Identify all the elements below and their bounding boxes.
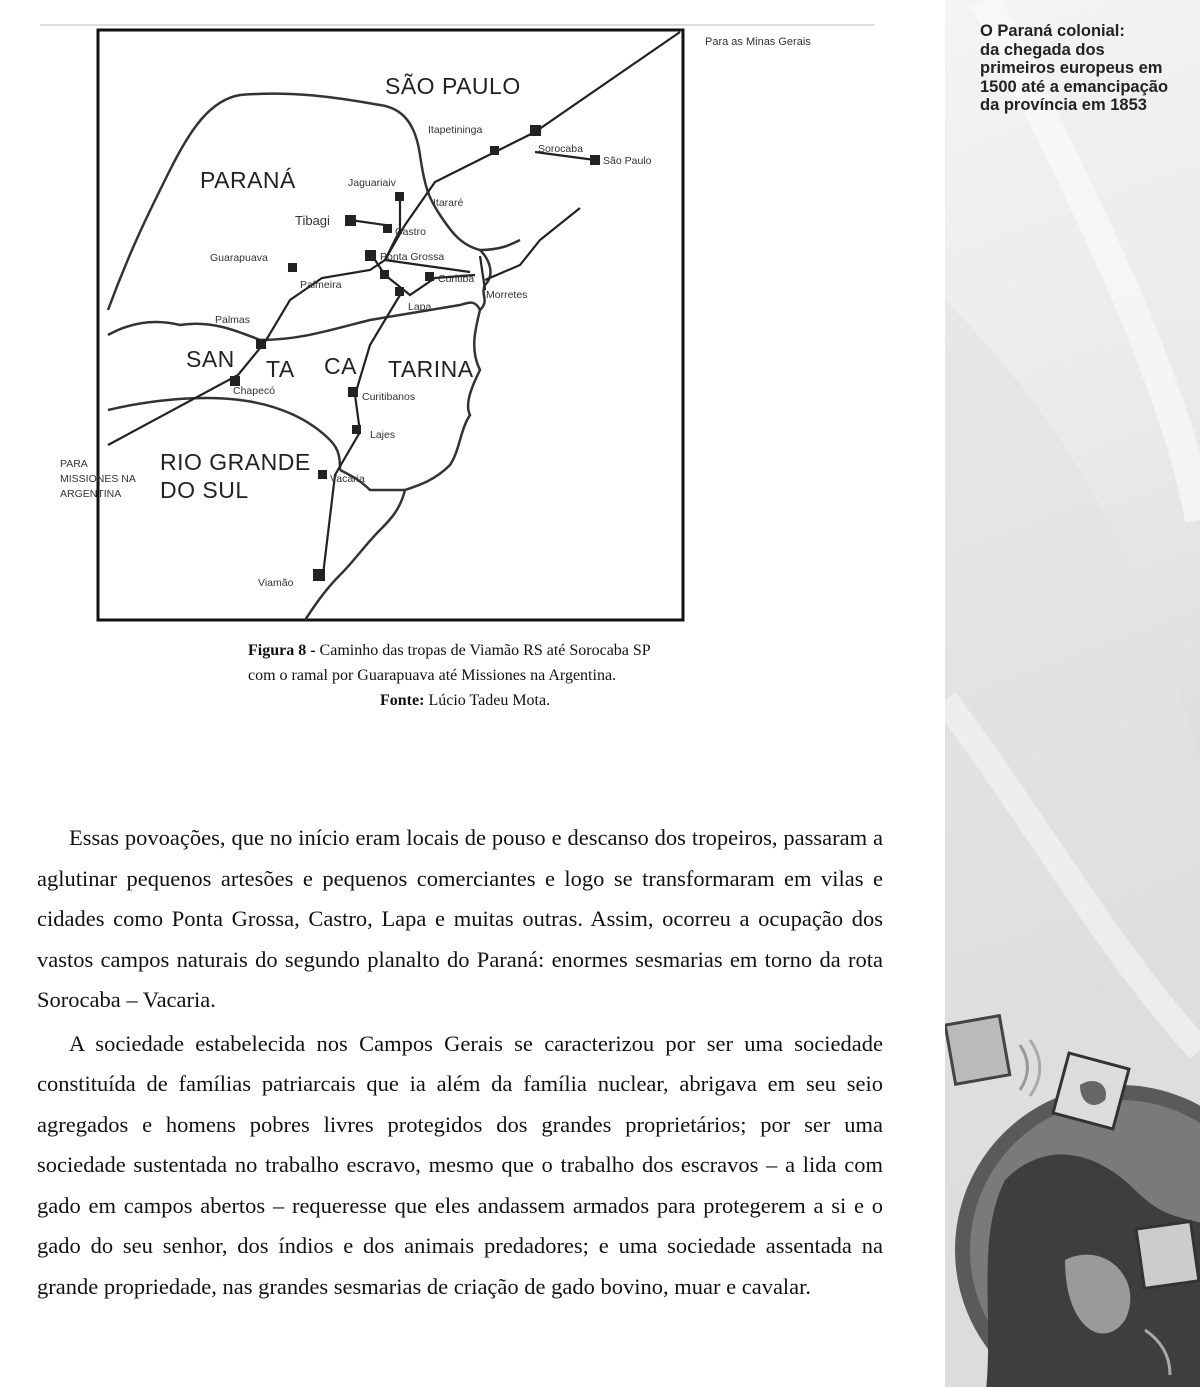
state-santa-catarina-part1: SAN: [186, 346, 235, 372]
paragraph-2: A sociedade estabelecida nos Campos Gerais se caracterizou por ser uma sociedade constituída de famílias patriarcais que ia além da família nuclear, abrigava em seu seio agregados e homens pobres livres protegidos dos grandes proprietários; por ser uma sociedade sustentada no trabalho escravo, mesmo que o trabalho dos escravos – a lida com gado em campos abertos – requeresse que eles andassem armados para protegerem a si e o gado do seu senhor, dos índios e dos animais predadores; e uma sociedade assentada na grande propriedade, nas grandes sesmarias de criação de gado bovino, muar e cavalar.: [37, 1030, 883, 1299]
town-itarare: Itararé: [433, 197, 464, 209]
sidebar-title: O Paraná colonial: da chegada dos primeiros europeus em 1500 até a emancipação da província em 1853: [980, 22, 1169, 114]
caption-source: [150, 688, 800, 713]
state-sao-paulo: SÃO PAULO: [385, 73, 521, 99]
town-palmas: Palmas: [215, 314, 251, 326]
caption-source-text: Lúcio Tadeu Mota.: [424, 692, 551, 709]
caption-figure-label: Figura 8 -: [248, 642, 316, 659]
sidebar: [945, 0, 1200, 1387]
town-chapeco: Chapecó: [233, 385, 276, 397]
town-guarapuava: Guarapuava: [210, 252, 268, 264]
town-curitiba: Curitiba: [438, 273, 475, 285]
note-to-minas-gerais: Para as Minas Gerais: [705, 36, 811, 48]
state-rio-grande: RIO GRANDE: [160, 449, 311, 475]
state-santa-catarina-part2: TA: [266, 356, 295, 382]
town-vacaria: Vacaria: [330, 473, 365, 485]
state-do-sul: DO SUL: [160, 477, 249, 503]
town-morretes: Morretes: [486, 289, 528, 301]
note-missiones-line2: MISSIONES NA: [60, 473, 136, 485]
town-ponta-grossa: Ponta Grossa: [380, 251, 445, 263]
state-parana: PARANÁ: [200, 167, 296, 193]
globe-illustration: [945, 1000, 1200, 1387]
caption-line1: [150, 638, 800, 663]
town-jaguariaiv: Jaguariaiv: [348, 177, 396, 189]
town-curitibanos: Curitibanos: [362, 391, 416, 403]
caption-text1: Caminho das tropas de Viamão RS até Sorocaba SP: [315, 642, 651, 659]
note-missiones-line1: PARA: [60, 458, 88, 470]
town-palmeira: Palmeira: [300, 279, 342, 291]
state-santa-catarina-part3: CA: [324, 353, 357, 379]
town-sao-paulo: São Paulo: [603, 155, 652, 167]
town-itapetininga: Itapetininga: [428, 124, 483, 136]
town-viamao: Viamão: [258, 577, 294, 589]
town-lapa: Lapa: [408, 301, 432, 313]
paragraph-1: Essas povoações, que no início eram locais de pouso e descanso dos tropeiros, passaram a aglutinar pequenos artesões e pequenos comerciantes e logo se transformaram em vilas e cidades como Ponta Grossa, Castro, Lapa e muitas outras. Assim, ocorreu a ocupação dos vastos campos naturais do segundo planalto do Paraná: enormes sesmarias em torno da rota Sorocaba – Vacaria.: [37, 825, 883, 1012]
town-lajes: Lajes: [370, 429, 396, 441]
town-tibagi: Tibagi: [295, 213, 330, 228]
tropeiros-route-map: [40, 20, 900, 630]
map-figure: [40, 20, 900, 630]
town-castro: Castro: [395, 226, 426, 238]
figure-caption: [150, 638, 800, 713]
town-sorocaba: Sorocaba: [538, 143, 583, 155]
caption-line2: com o ramal por Guarapuava até Missiones na Argentina.: [248, 667, 617, 684]
body-text: [37, 818, 883, 1310]
note-missiones-line3: ARGENTINA: [60, 488, 122, 500]
state-santa-catarina-part4: TARINA: [388, 356, 474, 382]
caption-source-label: Fonte:: [380, 692, 425, 709]
